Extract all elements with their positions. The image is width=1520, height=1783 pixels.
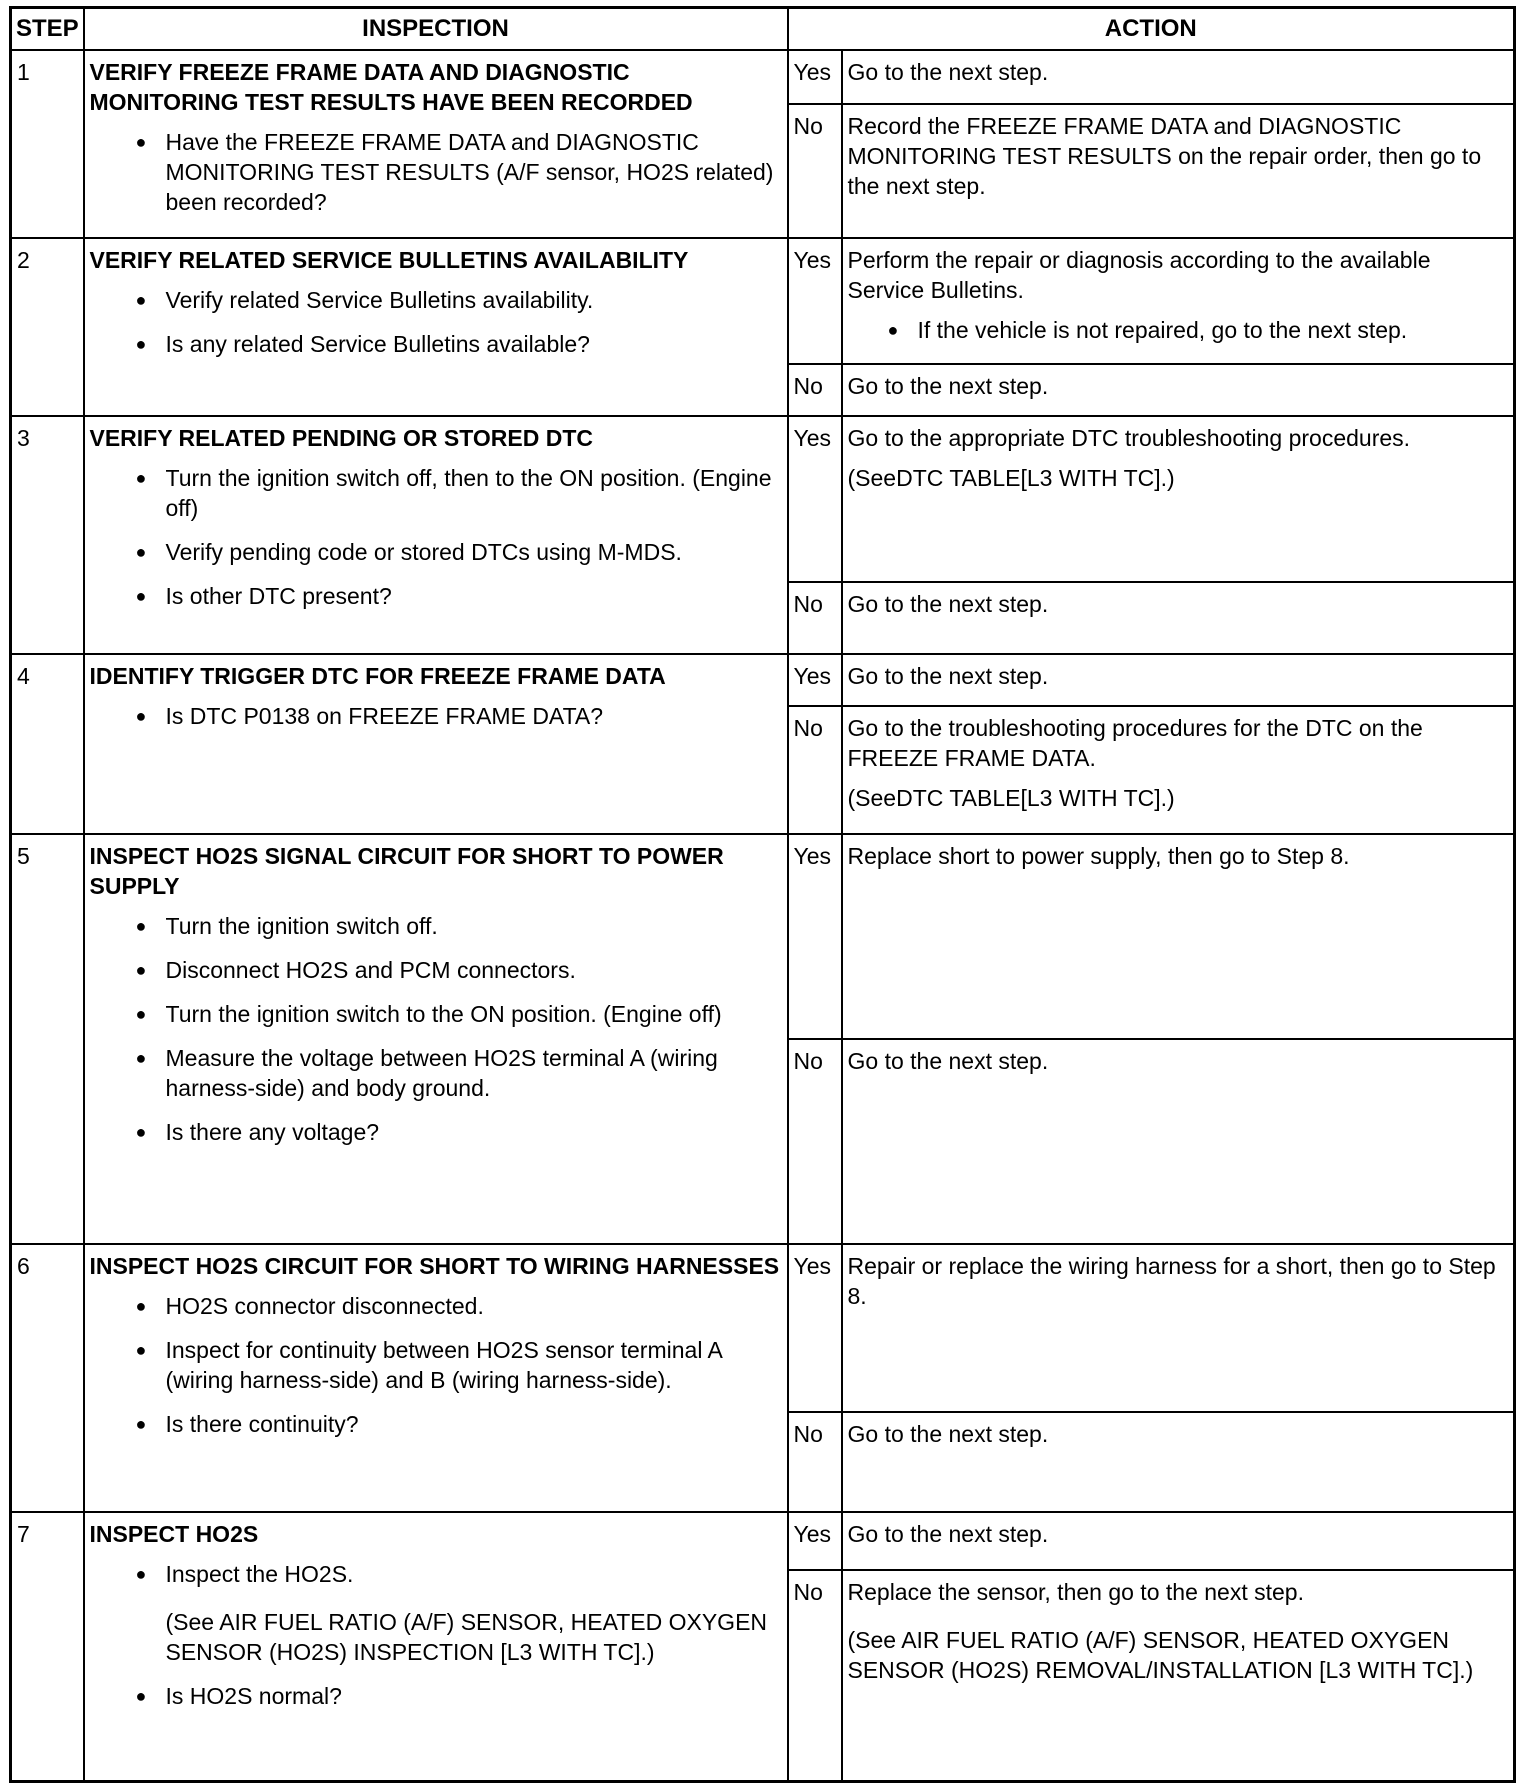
action-item: ● If the vehicle is not repaired, go to the next step. [888,315,1509,345]
yes-label: Yes [788,1244,842,1412]
header-action: ACTION [788,8,1515,50]
inspection-list [90,463,782,611]
no-label: No [788,582,842,654]
step-title: INSPECT HO2S SIGNAL CIRCUIT FOR SHORT TO POWER SUPPLY [89,842,724,899]
yes-action [842,50,1515,104]
action-text: Record the FREEZE FRAME DATA and DIAGNOSTIC MONITORING TEST RESULTS on the repair order, then go to the next step. [847,112,1482,199]
inspection-item: ● Disconnect HO2S and PCM connectors. [136,955,782,985]
header-step: STEP [11,8,84,50]
action-reference: (See AIR FUEL RATIO (A/F) SENSOR, HEATED OXYGEN SENSOR (HO2S) REMOVAL/INSTALLATION [L3 WITH TC].) [847,1626,1474,1683]
no-action [842,1039,1515,1244]
no-label: No [788,1412,842,1512]
inspection-item [136,1559,782,1667]
inspection-list [90,285,782,359]
inspection-item: ● Is any related Service Bulletins available? [136,329,782,359]
yes-action [842,1244,1515,1412]
step-number: 7 [11,1512,84,1782]
action-text: Perform the repair or diagnosis according to the available Service Bulletins. [847,246,1431,303]
step-number: 6 [11,1244,84,1512]
step-title: VERIFY RELATED PENDING OR STORED DTC [89,424,593,451]
no-action [842,104,1515,238]
yes-label: Yes [788,50,842,104]
header-inspection: INSPECTION [84,8,788,50]
step-number: 4 [11,654,84,834]
step-4-yes-row [11,654,1515,706]
step-title: INSPECT HO2S CIRCUIT FOR SHORT TO WIRING HARNESSES [89,1252,780,1279]
step-inspection [84,1512,788,1782]
inspection-item: ● Is there any voltage? [136,1117,782,1147]
action-text: Replace short to power supply, then go to Step 8. [847,842,1350,869]
yes-action [842,238,1515,364]
inspection-list [90,1559,782,1711]
yes-label: Yes [788,654,842,706]
step-inspection [84,50,788,238]
inspection-list [90,1291,782,1439]
step-3-yes-row [11,416,1515,582]
no-action [842,582,1515,654]
yes-label: Yes [788,416,842,582]
step-1-yes-row [11,50,1515,104]
step-title: VERIFY FREEZE FRAME DATA AND DIAGNOSTIC MONITORING TEST RESULTS HAVE BEEN RECORDED [89,58,693,115]
action-text: Go to the next step. [847,372,1049,399]
diagnostic-procedure-table [9,6,1516,1783]
yes-action [842,1512,1515,1570]
step-5-yes-row [11,834,1515,1039]
action-text: Go to the troubleshooting procedures for the DTC on the FREEZE FRAME DATA. [847,714,1423,771]
step-inspection [84,654,788,834]
header-row [11,8,1515,50]
step-number: 1 [11,50,84,238]
no-label: No [788,1039,842,1244]
inspection-reference: (See AIR FUEL RATIO (A/F) SENSOR, HEATED OXYGEN SENSOR (HO2S) INSPECTION [L3 WITH TC].) [165,1608,768,1665]
no-action [842,364,1515,416]
step-number: 2 [11,238,84,416]
inspection-item: ● Is DTC P0138 on FREEZE FRAME DATA? [136,701,782,731]
inspection-list [90,701,782,731]
inspection-list [90,127,782,217]
inspection-item: ● Inspect for continuity between HO2S sensor terminal A (wiring harness-side) and B (wiring harness-side). [136,1335,782,1395]
action-reference: (SeeDTC TABLE[L3 WITH TC].) [847,464,1175,491]
no-action [842,1412,1515,1512]
inspection-item: ● Measure the voltage between HO2S terminal A (wiring harness-side) and body ground. [136,1043,782,1103]
step-number: 3 [11,416,84,654]
action-text: Repair or replace the wiring harness for a short, then go to Step 8. [847,1252,1496,1309]
step-inspection [84,416,788,654]
no-action [842,706,1515,834]
action-text: Go to the next step. [847,58,1049,85]
inspection-item: ● Verify pending code or stored DTCs using M-MDS. [136,537,782,567]
action-text: Go to the next step. [847,662,1049,689]
action-list [848,315,1509,345]
step-number: 5 [11,834,84,1244]
action-text: Go to the next step. [847,1420,1049,1447]
no-label: No [788,104,842,238]
step-6-yes-row [11,1244,1515,1412]
inspection-item: ● Is HO2S normal? [136,1681,782,1711]
step-title: VERIFY RELATED SERVICE BULLETINS AVAILABILITY [89,246,689,273]
inspection-item: ● Is other DTC present? [136,581,782,611]
no-action [842,1570,1515,1782]
step-title: IDENTIFY TRIGGER DTC FOR FREEZE FRAME DATA [89,662,666,689]
step-inspection [84,238,788,416]
yes-label: Yes [788,1512,842,1570]
action-text: Go to the appropriate DTC troubleshooting procedures. [847,424,1411,451]
step-title: INSPECT HO2S [89,1520,259,1547]
inspection-list [90,911,782,1147]
action-text: Replace the sensor, then go to the next step. [847,1578,1304,1605]
yes-label: Yes [788,238,842,364]
step-7-yes-row [11,1512,1515,1570]
yes-action [842,654,1515,706]
step-inspection [84,1244,788,1512]
inspection-item: ● Turn the ignition switch to the ON position. (Engine off) [136,999,782,1029]
inspection-item-text: Inspect the HO2S. [165,1560,354,1587]
action-text: Go to the next step. [847,1047,1049,1074]
inspection-item: ● Have the FREEZE FRAME DATA and DIAGNOSTIC MONITORING TEST RESULTS (A/F sensor, HO2S related) been recorded? [136,127,782,217]
inspection-item: ● HO2S connector disconnected. [136,1291,782,1321]
inspection-item: ● Is there continuity? [136,1409,782,1439]
inspection-item: ● Turn the ignition switch off. [136,911,782,941]
yes-action [842,416,1515,582]
no-label: No [788,364,842,416]
yes-action [842,834,1515,1039]
action-reference: (SeeDTC TABLE[L3 WITH TC].) [847,784,1175,811]
inspection-item: ● Verify related Service Bulletins availability. [136,285,782,315]
no-label: No [788,706,842,834]
inspection-item: ● Turn the ignition switch off, then to the ON position. (Engine off) [136,463,782,523]
yes-label: Yes [788,834,842,1039]
action-text: Go to the next step. [847,1520,1049,1547]
step-inspection [84,834,788,1244]
action-text: Go to the next step. [847,590,1049,617]
no-label: No [788,1570,842,1782]
step-2-yes-row [11,238,1515,364]
